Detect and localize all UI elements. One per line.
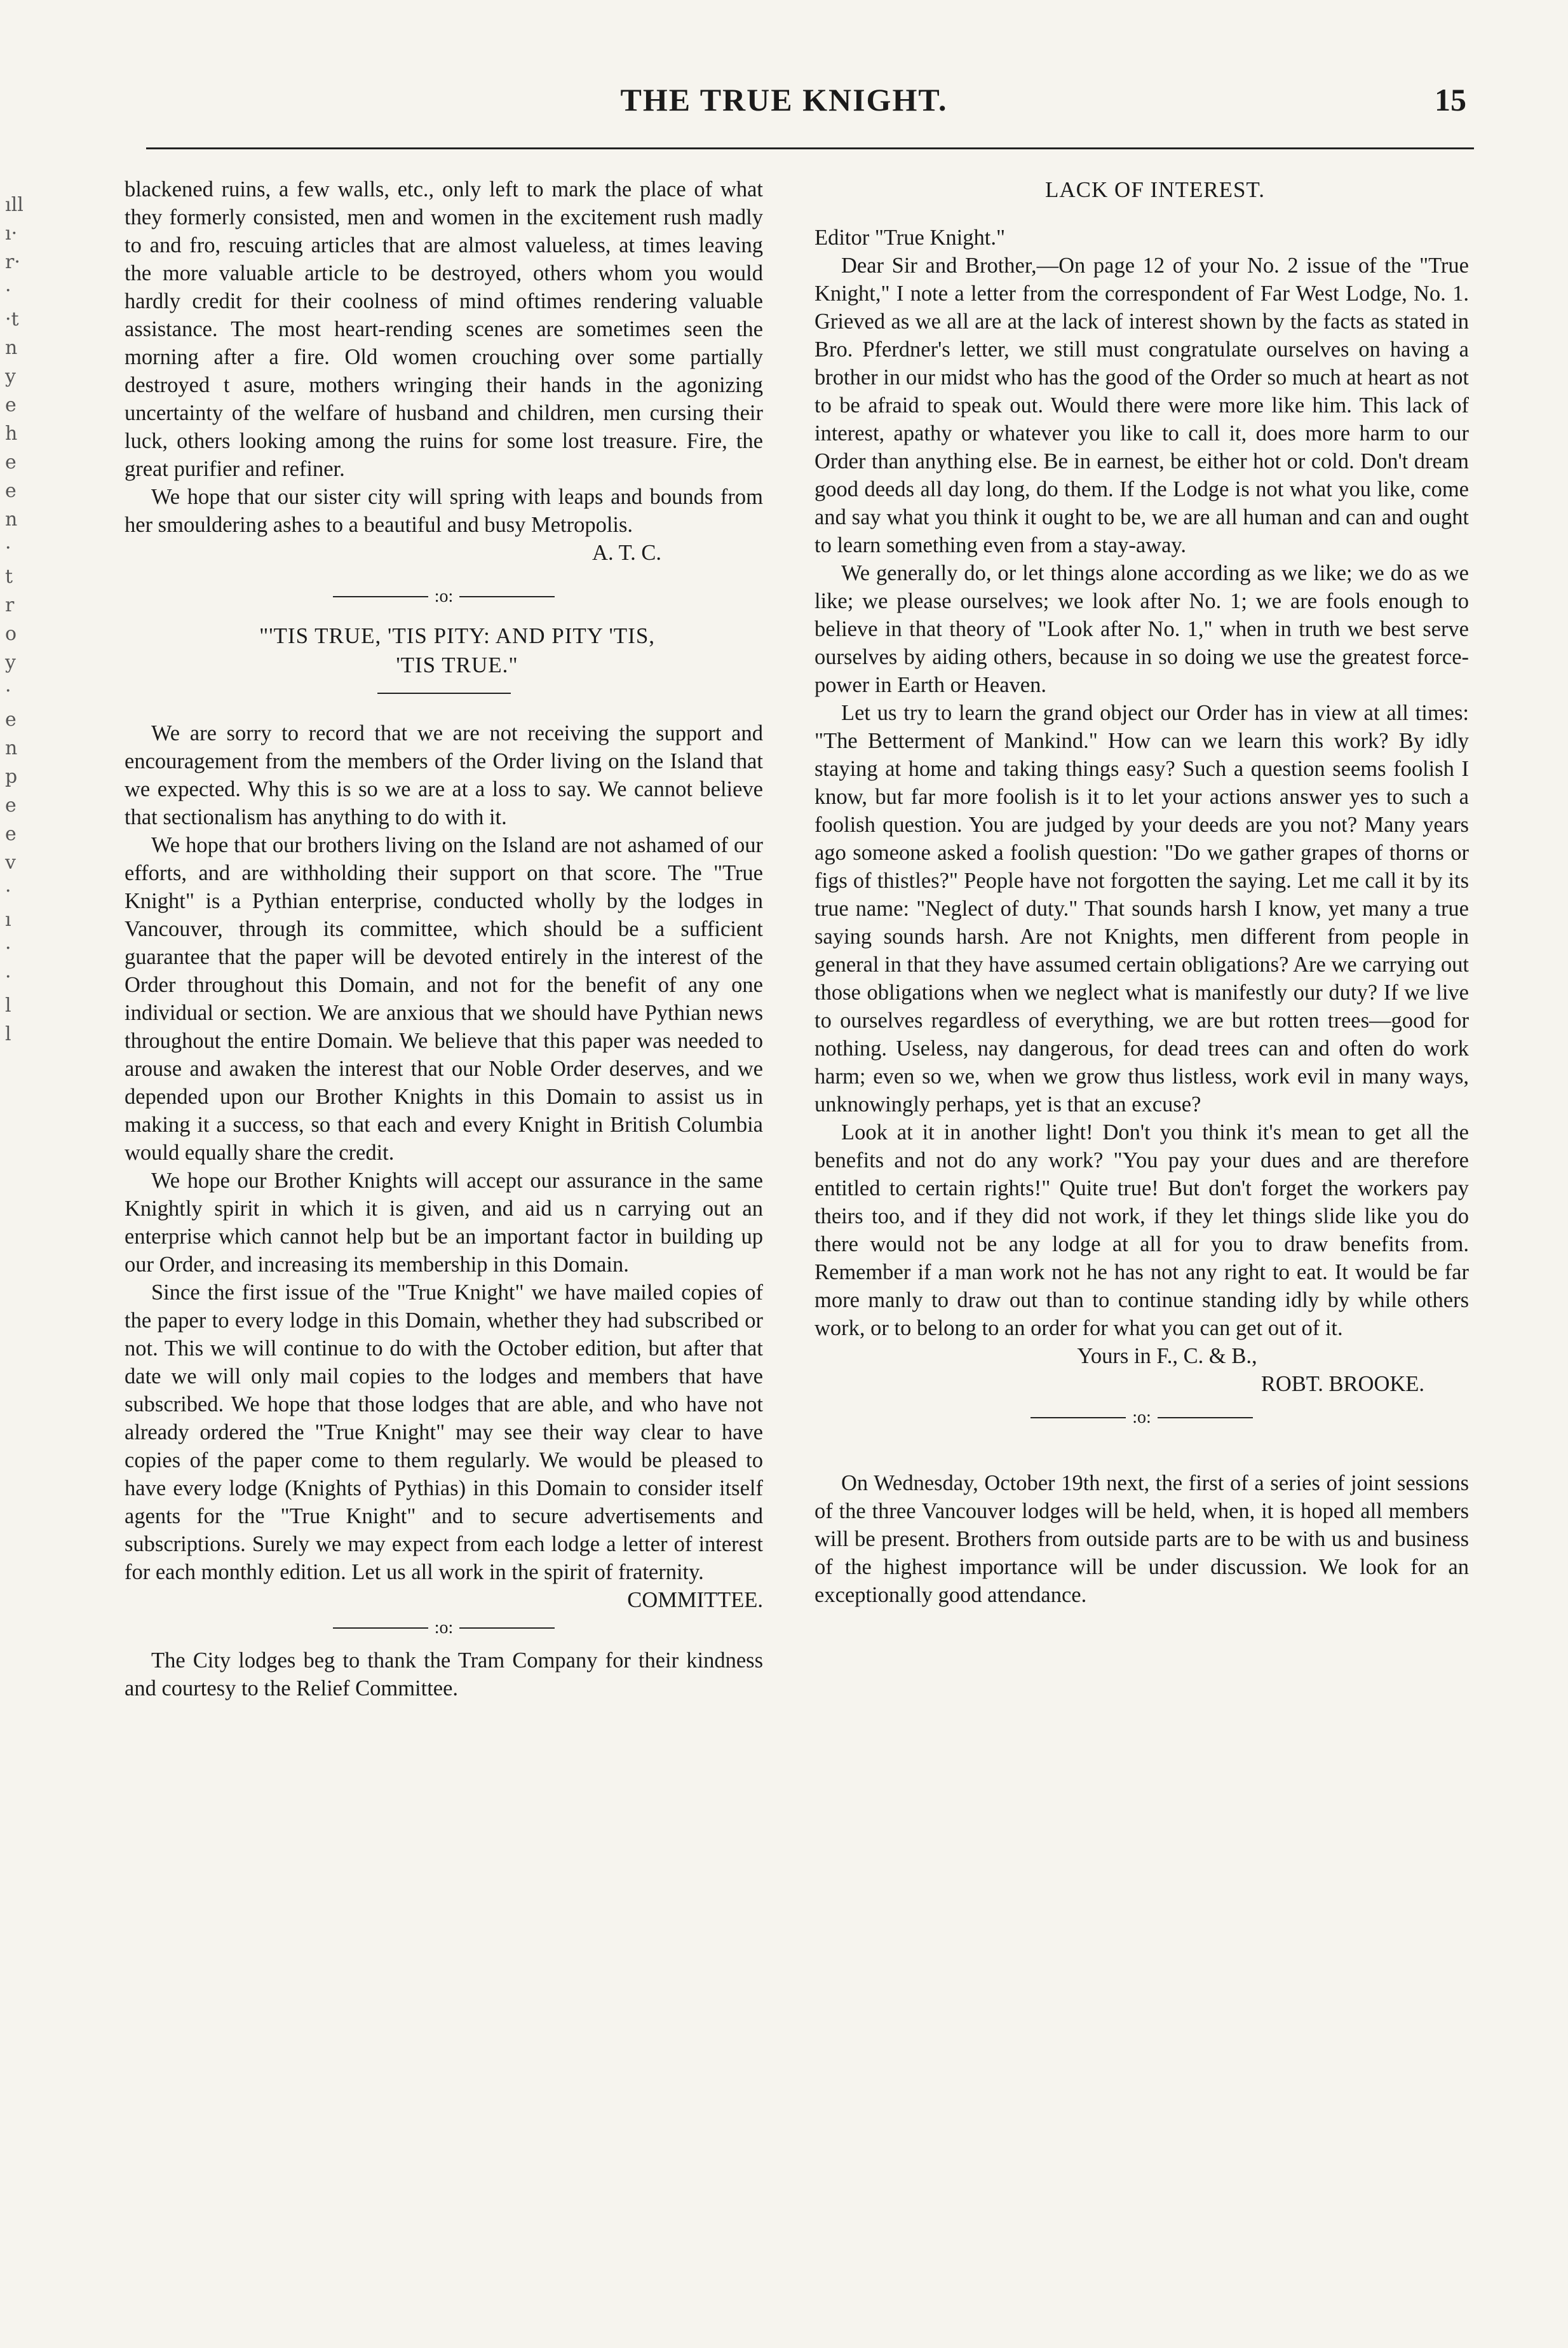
margin-fragment: h <box>5 423 18 445</box>
margin-fragment: y <box>5 651 16 674</box>
margin-fragment: l <box>5 994 11 1017</box>
notice-paragraph: The City lodges beg to thank the Tram Company for their kindness and courtesy to the Relief Committee. <box>125 1648 763 1701</box>
letter-paragraph: Look at it in another light! Don't you think it's mean to get all the benefits and not do any work? "You pay your dues and are therefore entitled to certain rights!" Quite true! But don't forget the workers pay theirs too, and if they did not work, if they let things slide like you do there would not be any lodge at all for you to draw benefits from. Remember if a man work not he has not any right to eat. It would be far more manly to draw out than to continue standing idly by while others work, or to belong to an order for what you can get out of it. <box>814 1120 1469 1340</box>
title-underline <box>377 693 511 694</box>
letter-closing: Yours in F., C. & B., <box>1077 1344 1257 1368</box>
margin-fragment: n <box>5 337 18 359</box>
margin-fragment: · <box>5 680 11 702</box>
salutation: Editor "True Knight." <box>814 226 1006 250</box>
margin-fragment: ıll <box>5 194 24 216</box>
section-divider: :o: <box>125 1618 763 1638</box>
article-paragraph: We hope that our brothers living on the Island are not ashamed of our efforts, and are withholding their support on that score. The "True Knight" is a Pythian enterprise, conducted wholly by the lodges in Vancouver, through its committee, which should be a sufficient guarantee that the paper will be devoted entirely in the interest of the Order throughout this Domain, and not for the benefit of any one individual or section. We are anxious that we should have Pythian news throughout the entire Domain. We believe that this paper was needed to arouse and awaken the interest that our Noble Order deserves, and we depended upon our Brother Knights in this Domain to assist us in making it a success, so that each and every Knight in British Columbia would equally share the credit. <box>125 832 763 1165</box>
margin-fragment: n <box>5 737 18 759</box>
margin-fragment: · <box>5 280 11 302</box>
margin-fragment: ı· <box>5 222 18 245</box>
margin-fragment: n <box>5 508 18 531</box>
right-column <box>814 175 1469 1609</box>
margin-bleed-fragments <box>5 191 37 1048</box>
section-divider: :o: <box>125 586 763 606</box>
margin-fragment: · <box>5 880 11 902</box>
letter-signature: ROBT. BROOKE. <box>1260 1372 1424 1396</box>
margin-fragment: e <box>5 794 17 817</box>
page-title: THE TRUE KNIGHT. <box>620 82 948 118</box>
margin-fragment: e <box>5 823 17 845</box>
article-paragraph: blackened ruins, a few walls, etc., only left to mark the place of what they formerly consisted, men and women in the excitement rush madly to and fro, rescuing articles that are almost valueless, at times leaving the more valuable article to be destroyed, others whom you would hardly credit for their coolness of mind oftimes rendering valuable assistance. The most heart-rending scenes are sometimes seen the morning after a fire. Old women crouching over some partially destroyed t asure, mothers wringing their hands in the agonizing uncertainty of the welfare of husband and children, men cursing their luck, others looking among the ruins for some lost treasure. Fire, the great purifier and refiner. <box>125 177 763 481</box>
article-signature: A. T. C. <box>592 541 661 565</box>
article-paragraph: We are sorry to record that we are not receiving the support and encouragement from the members of the Order living on the Island that we expected. Why this is so we are at a loss to say. We cannot believe that sectionalism has anything to do with it. <box>125 721 763 829</box>
margin-fragment: y <box>5 365 16 388</box>
margin-fragment: r· <box>5 251 20 273</box>
section-title-line2: 'TIS TRUE." <box>396 652 518 677</box>
margin-fragment: p <box>5 766 18 788</box>
margin-fragment: · <box>5 966 11 988</box>
left-column <box>125 175 763 1702</box>
margin-fragment: ·t <box>5 308 19 330</box>
margin-fragment: ı <box>5 909 11 931</box>
margin-fragment: t <box>5 566 13 588</box>
article-paragraph: We hope that our sister city will spring with leaps and bounds from her smouldering ashes to a beautiful and busy Metropolis. <box>125 485 763 537</box>
section-divider: :o: <box>814 1407 1469 1427</box>
margin-fragment: l <box>5 1023 11 1045</box>
announcement-paragraph: On Wednesday, October 19th next, the first of a series of joint sessions of the three Vancouver lodges will be held, when, it is hoped all members will be present. Brothers from outside parts are to be with us and business of the highest importance will be under discussion. We look for an exceptionally good attendance. <box>814 1470 1469 1607</box>
margin-fragment: · <box>5 537 11 559</box>
letter-paragraph: We generally do, or let things alone according as we like; we do as we like; we please ourselves; we look after No. 1; we are fools enough to believe in that theory of "Look after No. 1," when in truth we best serve ourselves by aiding others, because in so doing we use the greatest force-power in Earth or Heaven. <box>814 561 1469 697</box>
article-paragraph: We hope our Brother Knights will accept our assurance in the same Knightly spirit in which it is given, and aid us n carrying out an enterprise which cannot help but be an important factor in building up our Order, and increasing its membership in this Domain. <box>125 1168 763 1277</box>
letter-paragraph: Dear Sir and Brother,—On page 12 of your No. 2 issue of the "True Knight," I note a letter from the correspondent of Far West Lodge, No. 1. Grieved as we all are at the lack of interest shown by the facts as stated in Bro. Pferdner's letter, we still must congratulate ourselves on having a brother in our midst who has the good of the Order so much at heart as not to be afraid to speak out. Would there were more like him. This lack of interest, apathy or whatever you like to call it, does more harm to our Order than anything else. Be in earnest, be either hot or cold. Don't dream good deeds all day long, do them. If the Lodge is not what you like, come and say what you think it ought to be, we are all human and can and ought to learn something even from a stay-away. <box>814 254 1469 557</box>
section-title: "'TIS TRUE, 'TIS PITY: AND PITY 'TIS, <box>259 623 656 648</box>
margin-fragment: r <box>5 594 15 616</box>
margin-fragment: v <box>5 852 16 874</box>
margin-fragment: · <box>5 937 11 960</box>
article-paragraph: Since the first issue of the "True Knight" we have mailed copies of the paper to every lodge in this Domain, whether they had subscribed or not. This we will continue to do with the October edition, but after that date we will only mail copies to the lodges and members that have subscribed. We hope that those lodges that are able, and who have not already ordered the "True Knight" may see their way clear to have copies of the paper come to them regularly. We would be pleased to have every lodge (Knights of Pythias) in this Domain to consider itself agents for the "True Knight" and to secure advertisements and subscriptions. Surely we may expect from each lodge a letter of interest for each monthly edition. Let us all work in the spirit of fraternity. <box>125 1280 763 1584</box>
section-title: LACK OF INTEREST. <box>1045 177 1265 202</box>
margin-fragment: e <box>5 451 17 473</box>
letter-paragraph: Let us try to learn the grand object our Order has in view at all times: "The Betterment of Mankind." How can we learn this work? By idly staying at home and taking things easy? Such a question seems foolish I know, but far more foolish is it to let your actions answer yes to such a foolish question. You are judged by your deeds are you not? Many years ago someone asked a foolish question: "Do we gather grapes of thorns or figs of thistles?" People have not forgotten the saying. Let me call it by its true name: "Neglect of duty." That sounds harsh I know, yet many a true saying sounds harsh. Are not Knights, men different from people in general in that they have assumed certain obligations? Are we carrying out those obligations when we neglect what is manifestly our duty? If we live to ourselves regardless of everything, we are but rotten trees—good for nothing. Useless, nay dangerous, for dead trees can and often do work harm; even so we, when we grow thus listless, work evil in many ways, unknowingly perhaps, yet is that an excuse? <box>814 701 1469 1116</box>
margin-fragment: o <box>5 623 17 645</box>
margin-fragment: e <box>5 709 17 731</box>
margin-fragment: e <box>5 480 17 502</box>
margin-fragment: e <box>5 394 17 416</box>
article-signature: COMMITTEE. <box>627 1587 763 1612</box>
page-number: 15 <box>1435 82 1466 118</box>
header-rule <box>146 147 1474 149</box>
